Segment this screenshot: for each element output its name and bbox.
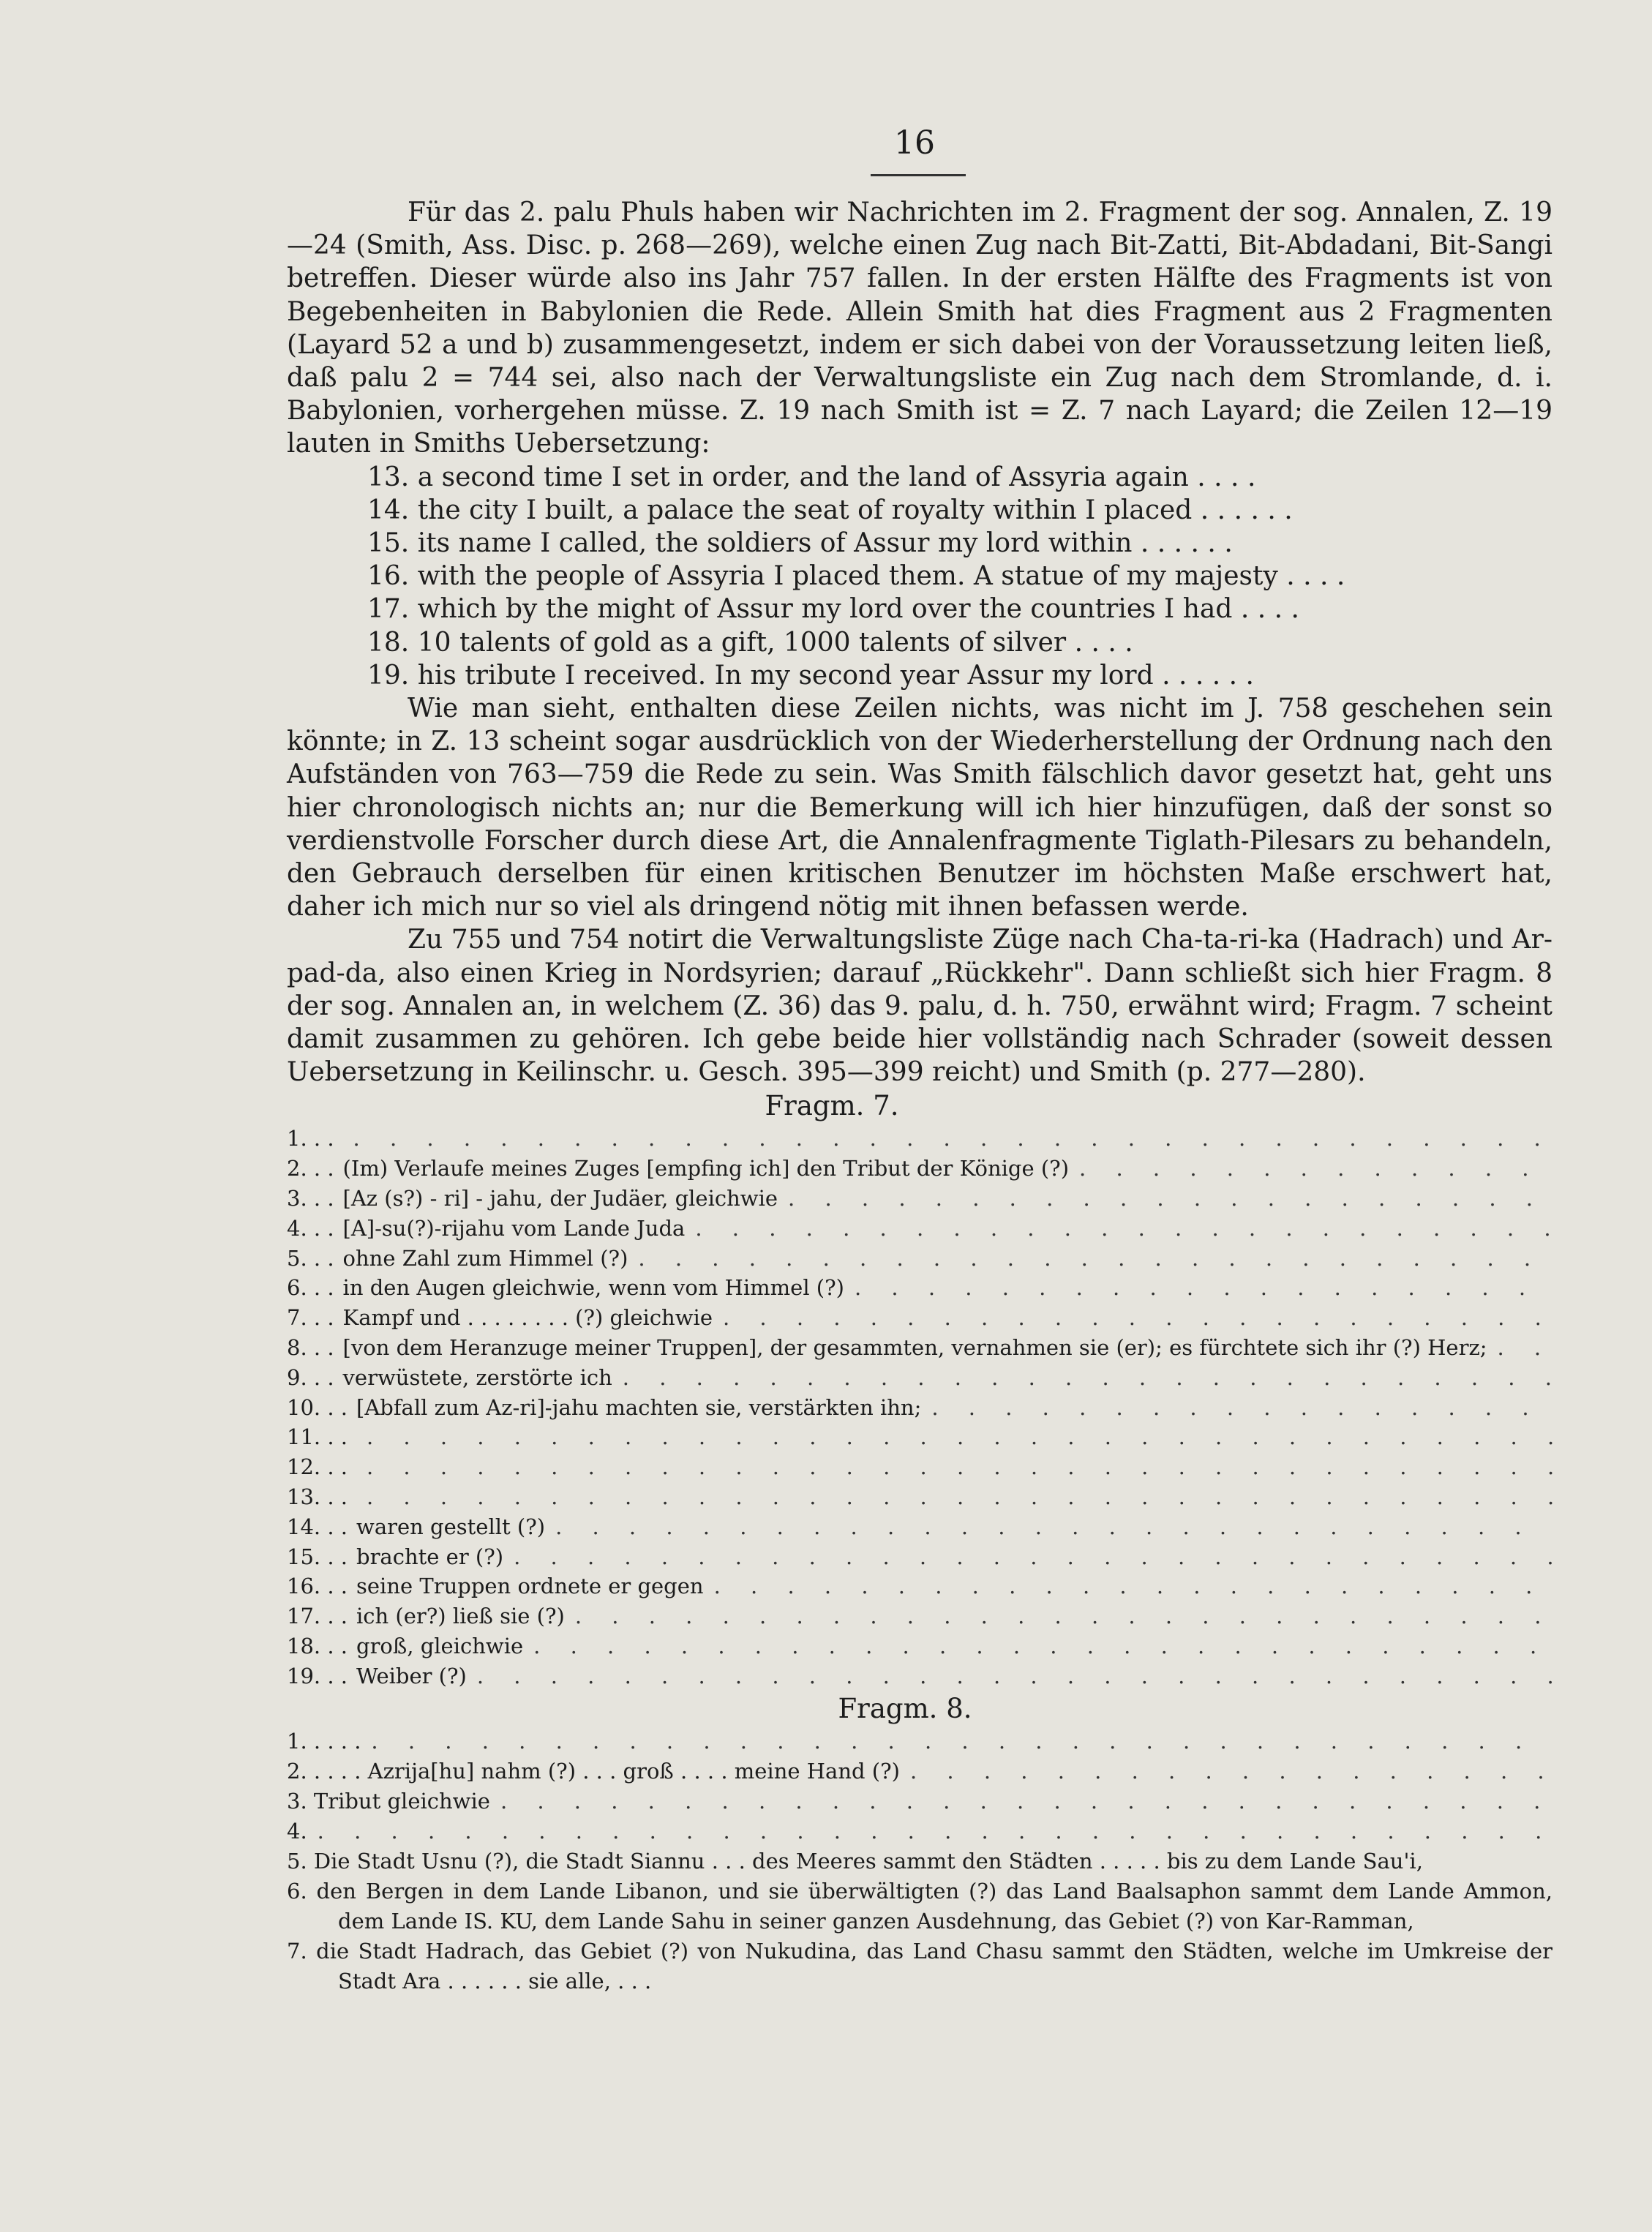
line-text: verwüstete, zerstörte ich — [342, 1364, 612, 1390]
fragment-8-line — [287, 1756, 1552, 1786]
line-text: 1. . . . . — [287, 1728, 361, 1754]
fragment-7-line — [287, 1601, 1552, 1631]
smith-line-13: 13. a second time I set in order, and the land of Assyria again . . . . — [367, 462, 1256, 492]
line-text: brachte er (?) — [356, 1544, 504, 1569]
dot-leader — [844, 1273, 1552, 1303]
dot-leader — [900, 1756, 1552, 1786]
fragment-7-line — [287, 1512, 1552, 1542]
line-text: 4. — [287, 1818, 307, 1844]
fragment-7-line — [287, 1244, 1552, 1274]
dot-leader — [778, 1184, 1552, 1214]
line-number: 8. . . — [287, 1335, 334, 1361]
dot-leader — [523, 1631, 1552, 1661]
fragment-7-line — [287, 1303, 1552, 1333]
line-text — [348, 1422, 356, 1452]
line-number: 15. . . — [287, 1544, 348, 1569]
line-text: [Abfall zum Az-ri]-jahu machten sie, verstärkten ihn; — [356, 1394, 922, 1420]
line-text: ich (er?) ließ sie (?) — [356, 1604, 565, 1629]
line-number: 9. . . — [287, 1364, 334, 1390]
line-number: 19. . . — [287, 1663, 348, 1688]
fragment-7-lines — [287, 1124, 1552, 1691]
dot-leader — [685, 1214, 1552, 1244]
line-number: 4. . . — [287, 1215, 334, 1241]
fragment-8-line — [287, 1726, 1552, 1756]
dot-leader — [356, 1482, 1552, 1512]
line-number: 3. . . — [287, 1186, 334, 1211]
line-text: Kampf und . . . . . . . . (?) gleichwie — [342, 1305, 713, 1331]
smith-translation — [287, 461, 1552, 692]
fragment-8-line: 6. den Bergen in dem Lande Libanon, und sie überwältigten (?) das Land Baalsaphon sammt dem Lande Ammon, dem Lande IS. KU, dem Lande Sahu in seiner ganzen Ausdehnung, das Gebiet (?) von Kar-Ramman, — [287, 1878, 1552, 1934]
dot-leader — [503, 1542, 1552, 1572]
line-text: groß, gleichwie — [356, 1634, 524, 1659]
fragment-7-line — [287, 1542, 1552, 1572]
fragment-7-line — [287, 1571, 1552, 1601]
fragment-7-line — [287, 1273, 1552, 1303]
line-text: in den Augen gleichwie, wenn vom Himmel (?) — [342, 1275, 844, 1301]
line-text: [A]-su(?)-rijahu vom Lande Juda — [342, 1215, 686, 1241]
dot-leader — [361, 1726, 1552, 1756]
dot-leader — [307, 1816, 1552, 1846]
fragment-7-line — [287, 1452, 1552, 1482]
dot-leader — [704, 1571, 1552, 1601]
line-text: [Az (s?) - ri] - jahu, der Judäer, gleichwie — [342, 1186, 778, 1211]
line-text: 3. Tribut gleichwie — [287, 1788, 490, 1814]
fragment-7-line — [287, 1214, 1552, 1244]
line-number: 7. . . — [287, 1305, 334, 1331]
page-number: 16 — [894, 124, 935, 162]
line-number: 6. . . — [287, 1275, 334, 1301]
smith-line-16: 16. with the people of Assyria I placed them. A statue of my majesty . . . . — [367, 561, 1345, 592]
line-text: waren gestellt (?) — [356, 1514, 546, 1539]
fragment-7-line — [287, 1393, 1552, 1423]
fragment-7-line — [287, 1124, 1552, 1154]
fragment-7-line — [287, 1333, 1552, 1363]
dot-leader — [343, 1124, 1552, 1154]
line-text: (Im) Verlaufe meines Zuges [empfing ich] den Tribut der Könige (?) — [342, 1156, 1070, 1181]
line-number: 10. . . — [287, 1394, 348, 1420]
line-number: 18. . . — [287, 1634, 348, 1659]
line-number: 5. . . — [287, 1245, 334, 1271]
line-text — [334, 1124, 343, 1154]
line-number: 16. . . — [287, 1574, 348, 1599]
dot-leader — [467, 1661, 1552, 1691]
fragment-8-line: 7. die Stadt Hadrach, das Gebiet (?) von Nukudina, das Land Chasu sammt den Städten, welche im Umkreise der Stadt Ara . . . . . . sie alle, . . . — [287, 1938, 1552, 1994]
line-number: 17. . . — [287, 1604, 348, 1629]
dot-leader — [612, 1363, 1552, 1393]
line-text: seine Truppen ordnete er gegen — [356, 1574, 704, 1599]
fragment-7-line — [287, 1422, 1552, 1452]
fragment-8-line — [287, 1816, 1552, 1846]
smith-line-18: 18. 10 talents of gold as a gift, 1000 talents of silver . . . . — [367, 627, 1133, 658]
fragment-8-title: Fragm. 8. — [838, 1692, 972, 1724]
fragment-8-line — [287, 1786, 1552, 1816]
dot-leader — [545, 1512, 1552, 1542]
smith-line-14: 14. the city I built, a palace the seat of royalty within I placed . . . . . . — [367, 495, 1293, 525]
line-number: 11. . . — [287, 1424, 348, 1450]
fragment-8-lines — [287, 1726, 1552, 1996]
fragment-8-line: 5. Die Stadt Usnu (?), die Stadt Siannu . . . des Meeres sammt den Städten . . . . . bis zu dem Lande Sau'i, — [287, 1848, 1423, 1874]
line-text: ohne Zahl zum Himmel (?) — [342, 1245, 628, 1271]
fragment-7-line — [287, 1184, 1552, 1214]
fragment-7-line — [287, 1363, 1552, 1393]
dot-leader — [1487, 1333, 1553, 1363]
dot-leader — [628, 1244, 1552, 1274]
fragment-7-line — [287, 1661, 1552, 1691]
page-number-rule — [871, 174, 966, 176]
smith-line-17: 17. which by the might of Assur my lord over the countries I had . . . . — [367, 594, 1299, 625]
line-text: [von dem Heranzuge meiner Truppen], der gesammten, vernahmen sie (er); es fürchtete sich ihr (?) Herz; — [342, 1335, 1487, 1361]
line-number: 14. . . — [287, 1514, 348, 1539]
fragment-7-line — [287, 1154, 1552, 1184]
dot-leader — [565, 1601, 1552, 1631]
dot-leader — [490, 1786, 1552, 1816]
line-number: 2. . . — [287, 1156, 334, 1181]
dot-leader — [356, 1422, 1552, 1452]
line-number: 13. . . — [287, 1484, 348, 1510]
line-number: 12. . . — [287, 1454, 348, 1480]
smith-line-15: 15. its name I called, the soldiers of Assur my lord within . . . . . . — [367, 528, 1233, 559]
line-number: 1. . . — [287, 1126, 334, 1151]
paragraph-3: Zu 755 und 754 notirt die Verwaltungsliste Züge nach Cha-ta-ri-ka (Hadrach) und Ar-pad-da, also einen Krieg in Nordsyrien; darauf „Rückkehr". Dann schließt sich hier Fragm. 8 der sog. Annalen an, in welchem (Z. 36) das 9. palu, d. h. 750, erwähnt wird; Fragm. 7 scheint damit zusammen zu gehören. Ich gebe beide hier vollständig nach Schrader (soweit dessen Uebersetzung in Keilinschr. u. Gesch. 395—399 reicht) und Smith (p. 277—280). — [287, 925, 1552, 1088]
fragment-7-line — [287, 1631, 1552, 1661]
dot-leader — [1069, 1154, 1552, 1184]
line-text: Weiber (?) — [356, 1663, 467, 1688]
paragraph-2: Wie man sieht, enthalten diese Zeilen nichts, was nicht im J. 758 geschehen sein könnte; in Z. 13 scheint sogar ausdrücklich von der Wiederherstellung der Ordnung nach den Aufständen von 763—759 die Rede zu sein. Was Smith fälschlich davor gesetzt hat, geht uns hier chronologisch nichts an; nur die Bemerkung will ich hier hinzufügen, daß der sonst so verdienstvolle Forscher durch diese Art, die Annalenfragmente Tiglath-Pilesars zu behandeln, den Gebrauch derselben für einen kritischen Benutzer im höchsten Maße erschwert hat, daher ich mich nur so viel als dringend nötig mit ihnen befassen werde. — [287, 694, 1552, 923]
line-text: 2. . . . . Azrija[hu] nahm (?) . . . groß . . . . meine Hand (?) — [287, 1758, 900, 1784]
line-text — [348, 1482, 356, 1512]
dot-leader — [713, 1303, 1552, 1333]
smith-line-19: 19. his tribute I received. In my second year Assur my lord . . . . . . — [367, 660, 1254, 691]
fragment-7-line — [287, 1482, 1552, 1512]
dot-leader — [921, 1393, 1552, 1423]
dot-leader — [356, 1452, 1552, 1482]
paragraph-1: Für das 2. palu Phuls haben wir Nachrichten im 2. Fragment der sog. Annalen, Z. 19—24 (Smith, Ass. Disc. p. 268—269), welche einen Zug nach Bit-Zatti, Bit-Abdadani, Bit-Sangi betreffen. Dieser würde also ins Jahr 757 fallen. In der ersten Hälfte des Fragments ist von Begebenheiten in Babylonien die Rede. Allein Smith hat dies Fragment aus 2 Fragmenten (Layard 52 a und b) zusammengesetzt, indem er sich dabei von der Voraussetzung leiten ließ, daß palu 2 = 744 sei, also nach der Verwaltungsliste ein Zug nach dem Stromlande, d. i. Babylonien, vorhergehen müsse. Z. 19 nach Smith ist = Z. 7 nach Layard; die Zeilen 12—19 lauten in Smiths Uebersetzung: — [287, 198, 1552, 459]
fragment-7-title: Fragm. 7. — [765, 1090, 899, 1122]
line-text — [348, 1452, 356, 1482]
page-body — [287, 196, 1552, 1996]
